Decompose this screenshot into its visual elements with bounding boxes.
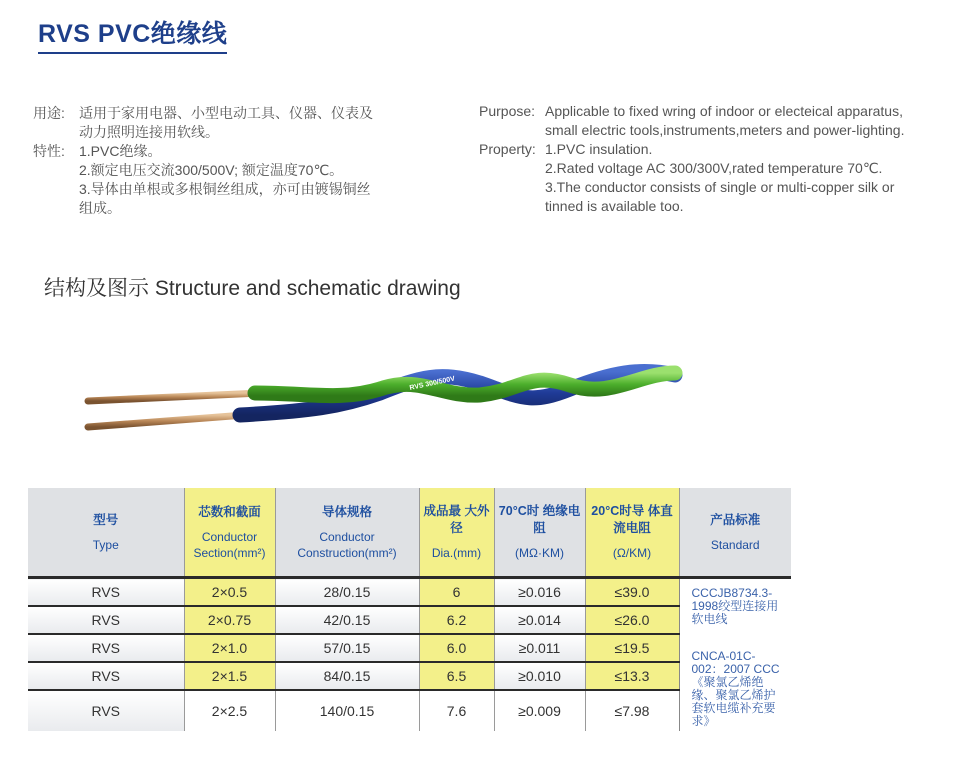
cell-diameter: 6 [419,578,494,607]
property-line-en: 3.The conductor consists of single or multi-copper silk or [545,179,895,195]
cell-insulation: ≥0.011 [494,634,585,662]
property-line-cn: 2.额定电压交流300/500V; 额定温度70℃。 [79,162,344,178]
cell-construction: 42/0.15 [275,606,419,634]
cell-section: 2×1.5 [184,662,275,690]
description-english [479,102,904,216]
cell-resistance: ≤26.0 [585,606,679,634]
purpose-label-cn: 用途: [33,105,65,121]
table-row [28,578,791,607]
cell-insulation: ≥0.010 [494,662,585,690]
cell-section: 2×0.5 [184,578,275,607]
cell-construction: 84/0.15 [275,662,419,690]
cell-diameter: 6.5 [419,662,494,690]
header-dc-resistance: 20°C时导 体直流电阻 (Ω/KM) [585,488,679,578]
cell-type: RVS [28,690,184,731]
cell-diameter: 7.6 [419,690,494,731]
cell-construction: 57/0.15 [275,634,419,662]
cell-type: RVS [28,634,184,662]
table-row [28,690,791,731]
cell-section: 2×1.0 [184,634,275,662]
purpose-line-cn: 适用于家用电器、小型电动工具、仪器、仪表及 [79,105,373,121]
property-line-cn: 组成。 [79,200,121,216]
cell-insulation: ≥0.016 [494,578,585,607]
purpose-line-en: Applicable to fixed wring of indoor or electeical apparatus, [545,103,903,119]
cell-type: RVS [28,606,184,634]
property-line-cn: 1.PVC绝缘。 [79,143,162,159]
property-line-en: 2.Rated voltage AC 300/300V,rated temperature 70℃. [545,160,883,176]
cell-resistance: ≤19.5 [585,634,679,662]
cell-resistance: ≤39.0 [585,578,679,607]
cell-construction: 28/0.15 [275,578,419,607]
cell-type: RVS [28,578,184,607]
property-label-en: Property: [479,141,536,157]
cell-insulation: ≥0.009 [494,690,585,731]
table-row [28,634,791,662]
spec-table [28,488,791,731]
cable-illustration [80,345,690,445]
header-insulation-resistance: 70°C时 绝缘电阻 (MΩ·KM) [494,488,585,578]
property-line-cn: 3.导体由单根或多根铜丝组成，亦可由镀锡铜丝 [79,181,371,197]
cell-diameter: 6.2 [419,606,494,634]
purpose-label-en: Purpose: [479,103,536,119]
header-type: 型号 Type [28,488,184,578]
cell-type: RVS [28,662,184,690]
header-section: 芯数和截面 Conductor Section(mm²) [184,488,275,578]
table-header-row [28,488,791,578]
cell-construction: 140/0.15 [275,690,419,731]
table-row [28,662,791,690]
cell-section: 2×2.5 [184,690,275,731]
cell-resistance: ≤7.98 [585,690,679,731]
header-standard: 产品标准 Standard [679,488,791,578]
property-line-en: 1.PVC insulation. [545,141,653,157]
cell-section: 2×0.75 [184,606,275,634]
header-construction: 导体规格 Conductor Construction(mm²) [275,488,419,578]
purpose-line-en: small electric tools,instruments,meters and power-lighting. [545,122,905,138]
cell-insulation: ≥0.014 [494,606,585,634]
header-diameter: 成品最 大外径 Dia.(mm) [419,488,494,578]
standard-2: CNCA-01C-002：2007 CCC《聚氯乙烯绝缘、聚氯乙烯护套软电缆补充要求》 [691,649,780,728]
cell-resistance: ≤13.3 [585,662,679,690]
table-row [28,606,791,634]
section-title: 结构及图示 Structure and schematic drawing [44,277,461,300]
cell-standard [679,578,791,732]
purpose-line-cn: 动力照明连接用软线。 [79,124,219,140]
cable-print: RVS 300/500V [408,375,456,392]
cell-diameter: 6.0 [419,634,494,662]
page-title: RVS PVC绝缘线 [38,14,227,54]
property-label-cn: 特性: [33,143,65,159]
standard-1: CCCJB8734.3-1998绞型连接用软电线 [691,586,779,626]
property-line-en: tinned is available too. [545,198,684,214]
description-chinese [33,104,373,218]
